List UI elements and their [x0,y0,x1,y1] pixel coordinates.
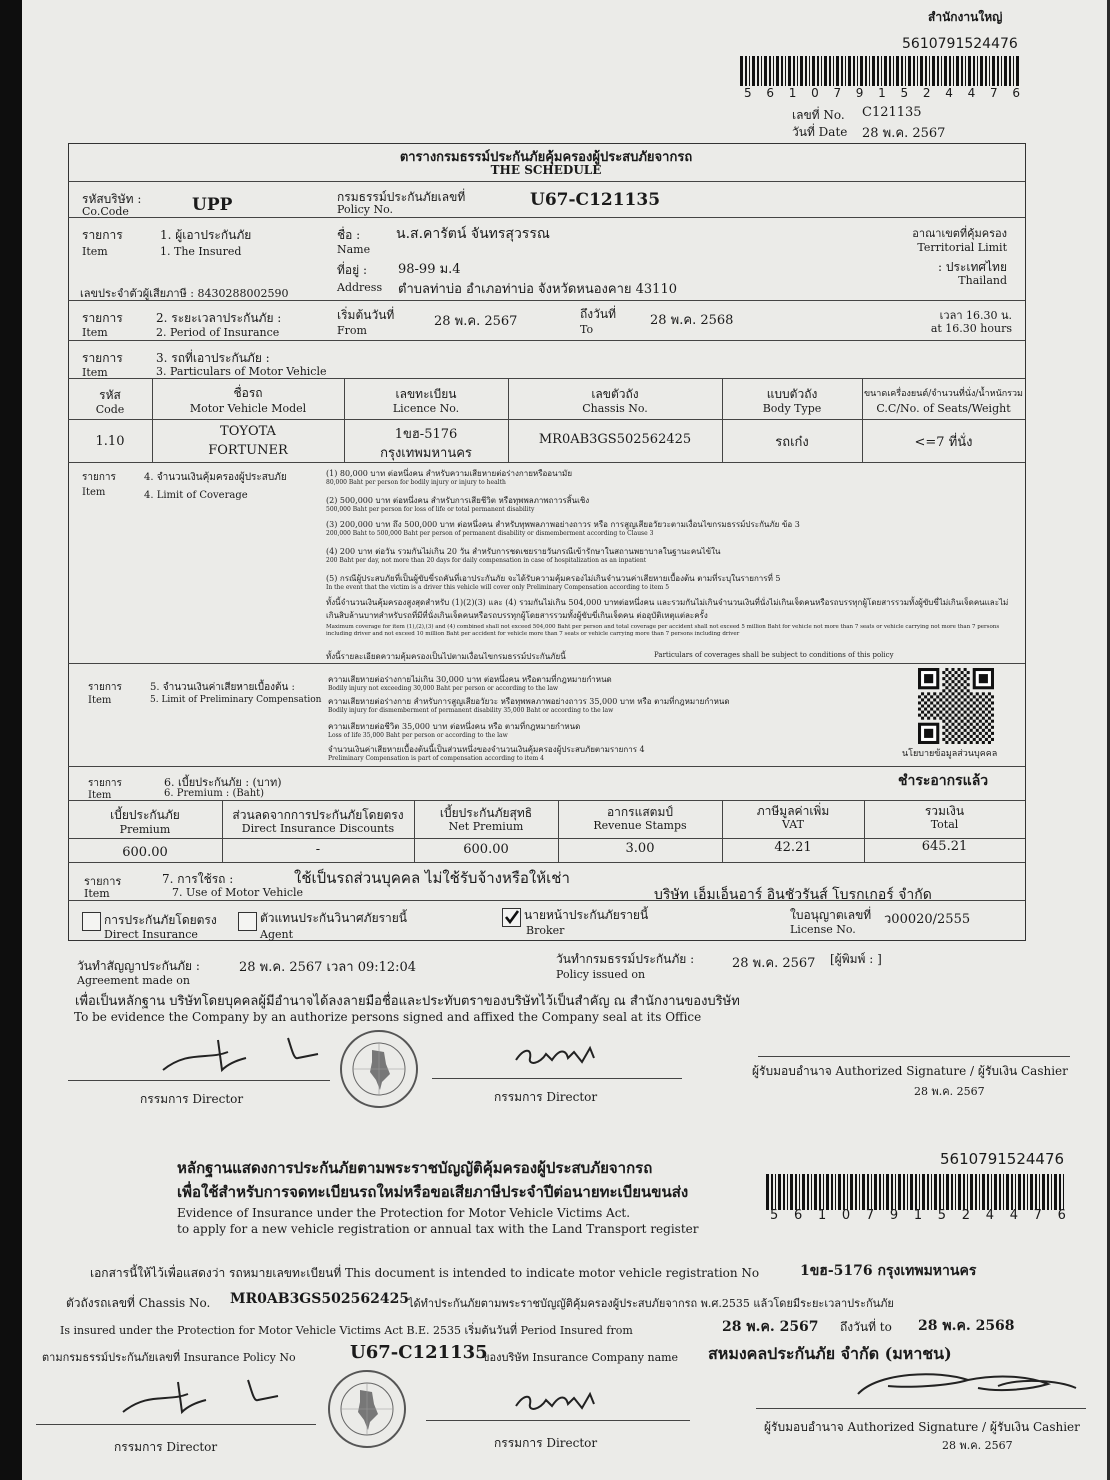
vehicle-header-chassis-th: เลขตัวถัง [591,387,639,401]
certificate-title-th-2: เพื่อใช้สำหรับการจดทะเบียนรถใหม่หรือขอเสียภาษีประจำปีต่อนายทะเบียนขนส่ง [177,1183,689,1201]
company-code-label-th: รหัสบริษัท : [82,192,142,206]
period-from-en: From [337,324,367,337]
tax-id: เลขประจำตัวผู้เสียภาษี : 8430288002590 [80,287,289,300]
agreement-made-th: วันทำสัญญาประกันภัย : [77,959,200,973]
vehicle-header-seats-th: ขนาดเครื่องยนต์/จำนวนที่นั่ง/น้ำหนักรวม [864,389,1023,399]
premium-header-stamps-en: Revenue Stamps [593,819,687,832]
direct-insurance-en: Direct Insurance [104,928,198,941]
vehicle-header-licence-th: เลขทะเบียน [395,387,457,401]
barcode-digit: 6 [793,1208,803,1223]
coverage-line-3-en: 200,000 Baht to 500,000 Baht per person of permanent disability or dismemberment according to Clause 3 [326,530,654,537]
preliminary-line-4-en: Preliminary Compensation is part of compensation according to item 4 [328,755,544,762]
barcode-digit: 5 [744,86,752,100]
certificate-line2-post: ได้ทำประกันภัยตามพระราชบัญญัติคุ้มครองผู้ประสบภัยจากรถ พ.ศ.2535 แล้วโดยมีระยะเวลาประกันภัย [408,1297,894,1310]
coverage-line-2: (2) 500,000 บาท ต่อหนึ่งคน สำหรับการเสียชีวิต หรือทุพพลภาพถาวรสิ้นเชิง [326,496,590,505]
discount-value: - [315,842,321,857]
premium-header-discount-en: Direct Insurance Discounts [241,822,395,835]
agent-th: ตัวแทนประกันวินาศภัยรายนี้ [260,911,408,925]
address-label-en: Address [337,281,383,294]
schedule-title-en: THE SCHEDULE [490,163,602,177]
premium-item-en: Item [88,790,112,801]
vehicle-model-line1: TOYOTA [220,424,276,439]
certificate-policy-no: U67-C121135 [350,1342,488,1363]
stamps-value: 3.00 [625,841,655,856]
preliminary-line-1-en: Bodily injury not exceeding 30,000 Baht per person or according to the law [328,685,559,692]
insured-label-en: 1. The Insured [160,245,242,258]
period-time-th: เวลา 16.30 น. [939,309,1012,322]
director-label-1: กรรมการ Director [140,1092,244,1106]
policy-issued-en: Policy issued on [556,968,646,981]
barcode-digit: 6 [1012,86,1020,100]
preliminary-item-th: รายการ [88,682,122,693]
certificate-company-seal [328,1370,406,1448]
policy-no-label-th: กรมธรรม์ประกันภัยเลขที่ [337,190,466,204]
certificate-registration: 1ขฮ-5176 กรุงเทพมหานคร [800,1263,977,1279]
company-seal [340,1030,418,1108]
barcode-digit: 4 [967,86,976,100]
certificate-line3-mid: ถึงวันที่ to [840,1320,892,1334]
premium-label-en: 6. Premium : (Baht) [164,788,265,799]
policy-issued-th: วันทำกรมธรรม์ประกันภัย : [556,952,695,966]
evidence-th: เพื่อเป็นหลักฐาน บริษัทโดยบุคคลผู้มีอำนาจได้ลงลายมือชื่อและประทับตราของบริษัทไว้เป็นสำคัญ ณ สำนักงานของบริษัท [75,994,740,1009]
territory-en: Territorial Limit [917,241,1007,254]
barcode-digit: 4 [945,86,953,100]
vehicle-header-chassis-en: Chassis No. [582,402,648,415]
certificate-director-signature-2 [512,1374,622,1419]
barcode-digit: 4 [985,1208,994,1223]
period-label-en: 2. Period of Insurance [156,326,280,339]
barcode-digit: 9 [855,86,864,100]
vehicle-licence-line1: 1ขฮ-5176 [394,427,458,442]
vehicle-item-en: Item [82,366,108,379]
schedule-title-th: ตารางกรมธรรม์ประกันภัยคุ้มครองผู้ประสบภัยจากรถ [399,150,693,165]
insured-item-th: รายการ [82,228,123,242]
use-item-th: รายการ [84,875,122,888]
vehicle-header-licence-en: Licence No. [392,402,460,415]
barcode [740,56,1020,86]
certificate-authorized-date: 28 พ.ค. 2567 [942,1439,1013,1452]
agent-checkbox[interactable] [238,912,257,931]
no-label: เลขที่ No. [792,108,845,122]
certificate-director-label-1: กรรมการ Director [114,1440,218,1454]
coverage-line-4: (4) 200 บาท ต่อวัน รวมกันไม่เกิน 20 วัน สำหรับการชดเชยรายวันกรณีเข้ารักษาในสถานพยาบาลในฐานะคนไข้ใน [326,547,721,556]
evidence-en: To be evidence the Company by an authorize persons signed and affixed the Company seal at its Office [74,1010,702,1024]
premium-value: 600.00 [122,845,168,860]
check-icon [503,909,520,926]
barcode-digit: 6 [1057,1208,1066,1223]
certificate-barcode-number: 5610791524476 [940,1150,1065,1168]
certificate-barcode [766,1174,1066,1210]
barcode-digit: 2 [961,1208,971,1223]
premium-header-stamps-th: อากรแสตมป์ [606,805,674,819]
premium-header-discount-th: ส่วนลดจากการประกันภัยโดยตรง [232,808,404,822]
no-value: C121135 [862,105,922,120]
barcode-digit: 0 [811,86,819,100]
coverage-line-6: ทั้งนี้จำนวนเงินคุ้มครองสูงสุดสำหรับ (1)(2)(3) และ (4) รวมกันไม่เกิน 504,000 บาทต่อหนึ่งคน และรวมกันไม่เกินจำนวนเงินที่นั่งไม่เกินเจ็ดคนหรือรถบรรทุกผู้โดยสารรวมทั้งผู้ขับขี่ไม่เกินเจ็ดคนและไม่เกินสิบล้านบาทสำหรับรถที่มีที่นั่งเกินเจ็ดคนหรือรถบรรทุกผู้โดยสารรวมทั้งผู้ขับขี่เกินเจ็ดคน ต่ออุบัติเหตุแต่ละครั้ง [326,598,1009,620]
use-item-en: Item [84,887,110,900]
vehicle-body-type: รถเก๋ง [775,435,809,450]
certificate-period-from: 28 พ.ค. 2567 [722,1319,819,1335]
period-from-value: 28 พ.ค. 2567 [434,314,518,329]
insured-item-en: Item [82,245,108,258]
premium-header-total-en: Total [930,818,959,831]
premium-header-total-th: รวมเงิน [924,804,965,818]
coverage-line-6-en: Maximum coverage for item (1),(2),(3) and (4) combined shall not exceed 504,000 Baht per person and total coverage per accident shall not exceed 5 million Baht for vehicle not more than 7 seats or vehicle carrying not more than 7 persons including driver and not exceed 10 million Baht per accident for vehicle more than 7 seats or vehicle carrying more than 7 persons including driver [326,624,1000,637]
barcode-digit: 0 [841,1208,851,1223]
total-value: 645.21 [921,839,968,854]
preliminary-label-en: 5. Limit of Preliminary Compensation [150,695,322,705]
cashier-signature [848,1366,1088,1406]
policy-no-label-en: Policy No. [337,203,394,216]
preliminary-line-4: จำนวนเงินค่าเสียหายเบื้องต้นนี้เป็นส่วนหนึ่งของจำนวนเงินคุ้มครองผู้ประสบภัยตามรายการ 4 [328,745,645,754]
barcode-digit: 5 [770,1208,779,1223]
preliminary-line-2: ความเสียหายต่อร่างกาย สำหรับการสูญเสียอวัยวะ หรือทุพพลภาพอย่างถาวร 35,000 บาท หรือ ตามที่กฎหมายกำหนด [328,697,730,706]
vehicle-header-code-en: Code [95,403,125,416]
coverage-item-th: รายการ [82,472,116,483]
barcode-digit: 7 [865,1208,875,1223]
coverage-label-en: 4. Limit of Coverage [144,490,248,501]
coverage-item-en: Item [82,487,106,498]
printer-label: [ผู้พิมพ์ : ] [830,952,882,966]
vehicle-header-model-en: Motor Vehicle Model [189,402,307,415]
period-item-en: Item [82,326,108,339]
coverage-line-5-en: In the event that the victim is a driver this vehicle will cover only Preliminary Compensation according to item 5 [326,584,670,591]
vat-value: 42.21 [774,840,812,855]
vehicle-seats: <=7 ที่นั่ง [914,435,973,450]
seal-map-icon [342,1032,416,1106]
period-time-en: at 16.30 hours [930,322,1012,335]
preliminary-line-2-en: Bodily injury for dismemberment of permanent disability 35,000 Baht or according to the law [328,707,614,714]
broker-name: บริษัท เอ็มเอ็นอาร์ อินชัวรันส์ โบรกเกอร์ จำกัด [654,887,932,903]
barcode-digit: 2 [922,86,931,100]
vehicle-header-body-th: แบบตัวถัง [766,387,818,401]
territory-value-en: Thailand [958,274,1007,287]
license-label-th: ใบอนุญาตเลขที่ [790,908,872,922]
qr-code[interactable] [918,668,994,744]
territory-value-th: : ประเทศไทย [938,260,1007,274]
date-value: 28 พ.ค. 2567 [862,126,946,141]
coverage-line-1-en: 80,000 Baht per person for bodily injury or injury to health [326,479,506,486]
agreement-made-en: Agreement made on [77,974,190,987]
certificate-line3-pre: Is insured under the Protection for Motor Vehicle Victims Act B.E. 2535 เริ่มต้นวันที่ Period Insured from [60,1324,633,1337]
period-to-th: ถึงวันที่ [580,307,616,321]
certificate-director-label-2: กรรมการ Director [494,1436,598,1450]
certificate-title-en-2: to apply for a new vehicle registration or annual tax with the Land Transport register [177,1222,699,1236]
company-code-label-en: Co.Code [82,205,129,218]
period-from-th: เริ่มต้นวันที่ [337,308,395,322]
coverage-line-5: (5) กรณีผู้ประสบภัยที่เป็นผู้ขับขี่รถคันที่เอาประกันภัย จะได้รับความคุ้มครองไม่เกินจำนวนค่าเสียหายเบื้องต้น ตามที่ระบุในรายการที่ 5 [326,574,781,583]
preliminary-line-1: ความเสียหายต่อร่างกายไม่เกิน 30,000 บาท ต่อหนึ่งคน หรือตามที่กฎหมายกำหนด [328,675,612,684]
certificate-line2-pre: ตัวถังรถเลขที่ Chassis No. [66,1296,211,1310]
authorized-label: ผู้รับมอบอำนาจ Authorized Signature / ผู้รับเงิน Cashier [752,1064,1068,1078]
barcode-digits [744,86,1020,100]
certificate-seal-map-icon [330,1372,404,1446]
premium-header-net-th: เบี้ยประกันภัยสุทธิ [439,806,533,820]
certificate-title-th-1: หลักฐานแสดงการประกันภัยตามพระราชบัญญัติคุ้มครองผู้ประสบภัยจากรถ [177,1159,653,1177]
barcode-digit: 1 [817,1208,827,1223]
vehicle-header-model-th: ชื่อรถ [233,386,263,400]
premium-header-vat-th: ภาษีมูลค่าเพิ่ม [756,804,830,818]
direct-insurance-checkbox[interactable] [82,912,101,931]
certificate-line4-mid: ของบริษัท Insurance Company name [482,1351,679,1364]
vehicle-header-seats-en: C.C/No. of Seats/Weight [876,402,1011,415]
barcode-digit: 1 [788,86,797,100]
insured-name: น.ส.คารัตน์ จันทรสุวรรณ [396,226,550,242]
authorized-date: 28 พ.ค. 2567 [914,1085,985,1098]
barcode-number: 5610791524476 [902,36,1018,52]
certificate-line1-pre: เอกสารนี้ให้ไว้เพื่อแสดงว่า รถหมายเลขทะเบียนที่ This document is intended to indicate motor vehicle registration No [90,1266,760,1280]
period-to-en: To [580,323,594,336]
use-value: ใช้เป็นรถส่วนบุคคล ไม่ใช้รับจ้างหรือให้เช่า [294,869,570,887]
preliminary-line-3: ความเสียหายต่อชีวิต 35,000 บาท ต่อหนึ่งคน หรือ ตามที่กฎหมายกำหนด [328,722,581,731]
address-line1: 98-99 ม.4 [398,262,461,277]
premium-header-premium-en: Premium [119,823,171,836]
premium-label-th: 6. เบี้ยประกันภัย : (บาท) [164,776,282,789]
director-signature-1 [158,1030,328,1080]
certificate-period-to: 28 พ.ค. 2568 [918,1318,1015,1334]
policy-document [22,0,1107,1480]
vehicle-header-code-th: รหัส [99,388,121,402]
barcode-digit: 1 [913,1208,923,1223]
barcode-digit: 1 [878,86,886,100]
premium-header-net-en: Net Premium [448,820,524,833]
territory-th: อาณาเขตที่คุ้มครอง [912,227,1007,240]
barcode-digit: 9 [889,1208,899,1223]
direct-insurance-th: การประกันภัยโดยตรง [104,913,217,927]
premium-item-th: รายการ [88,778,122,789]
certificate-barcode-digits [770,1208,1066,1223]
address-line2: ตำบลท่าบ่อ อำเภอท่าบ่อ จังหวัดหนองคาย 43110 [398,282,677,297]
preliminary-line-3-en: Loss of life 35,000 Baht per person or according to the law [328,732,508,739]
barcode-digit: 7 [989,86,998,100]
vehicle-label-en: 3. Particulars of Motor Vehicle [156,365,327,378]
policy-issued-value: 28 พ.ค. 2567 [732,956,816,971]
vehicle-label-th: 3. รถที่เอาประกันภัย : [156,351,270,365]
coverage-line-1: (1) 80,000 บาท ต่อหนึ่งคน สำหรับความเสียหายต่อร่างกายหรืออนามัย [326,469,573,478]
broker-th: นายหน้าประกันภัยรายนี้ [524,908,649,922]
barcode-digit: 4 [1009,1208,1018,1223]
vehicle-model-line2: FORTUNER [208,443,288,458]
director-label-2: กรรมการ Director [494,1090,598,1104]
certificate-authorized-label: ผู้รับมอบอำนาจ Authorized Signature / ผู้รับเงิน Cashier [764,1420,1080,1434]
period-to-value: 28 พ.ค. 2568 [650,313,734,328]
broker-en: Broker [526,924,565,937]
use-label-th: 7. การใช้รถ : [162,872,234,886]
coverage-line-4-en: 200 Baht per day, not more than 20 days for daily compensation in case of hospitalization as an inpatient [326,557,647,564]
vehicle-header-body-en: Body Type [762,402,822,415]
coverage-label-th: 4. จำนวนเงินคุ้มครองผู้ประสบภัย [144,472,287,483]
vehicle-code: 1.10 [95,434,125,449]
broker-checkbox[interactable] [502,908,521,927]
barcode-digit: 6 [766,86,774,100]
certificate-director-signature-1 [118,1370,288,1420]
vehicle-chassis: MR0AB3GS502562425 [538,432,692,447]
vehicle-item-th: รายการ [82,351,123,365]
barcode-digit: 7 [1033,1208,1042,1223]
insured-label-th: 1. ผู้เอาประกันภัย [160,228,252,242]
period-item-th: รายการ [82,311,123,325]
barcode-digit: 5 [900,86,909,100]
director-signature-2 [512,1030,622,1075]
agreement-made-value: 28 พ.ค. 2567 เวลา 09:12:04 [239,960,417,975]
preliminary-label-th: 5. จำนวนเงินค่าเสียหายเบื้องต้น : [150,682,295,693]
coverage-line-7-en: Particulars of coverages shall be subject to conditions of this policy [654,651,894,659]
license-label-en: License No. [790,923,856,936]
qr-caption: นโยบายข้อมูลส่วนบุคคล [902,749,998,759]
preliminary-item-en: Item [88,695,112,706]
coverage-line-2-en: 500,000 Baht per person for loss of life or total permanent disability [326,506,535,513]
period-label-th: 2. ระยะเวลาประกันภัย : [156,311,282,325]
company-code: UPP [192,195,233,215]
coverage-line-7: ทั้งนี้รายละเอียดความคุ้มครองเป็นไปตามเงื่อนไขกรมธรรม์ประกันภัยนี้ [326,652,566,661]
office-label: สำนักงานใหญ่ [928,10,1003,24]
certificate-company-name: สหมงคลประกันภัย จำกัด (มหาชน) [708,1344,952,1363]
name-label-en: Name [337,243,371,256]
certificate-line4-pre: ตามกรมธรรม์ประกันภัยเลขที่ Insurance Policy No [42,1351,296,1364]
vehicle-licence-line2: กรุงเทพมหานคร [380,446,472,461]
stamp-paid: ชำระอากรแล้ว [898,773,989,789]
coverage-line-3: (3) 200,000 บาท ถึง 500,000 บาท ต่อหนึ่งคน สำหรับทุพพลภาพอย่างถาวร หรือ การสูญเสียอวัยวะตามเงื่อนไขกรมธรรม์ประกันภัย ข้อ 3 [326,520,800,529]
net-premium-value: 600.00 [463,842,509,857]
date-label: วันที่ Date [792,125,848,139]
barcode-digit: 7 [833,86,842,100]
certificate-chassis: MR0AB3GS502562425 [230,1291,410,1307]
address-label-th: ที่อยู่ : [337,263,368,277]
name-label-th: ชื่อ : [337,228,361,242]
certificate-title-en-1: Evidence of Insurance under the Protection for Motor Vehicle Victims Act. [177,1206,631,1220]
premium-header-premium-th: เบี้ยประกันภัย [110,808,180,822]
premium-header-vat-en: VAT [782,818,804,831]
policy-no: U67-C121135 [530,190,661,210]
use-label-en: 7. Use of Motor Vehicle [172,886,304,899]
agent-en: Agent [260,928,293,941]
license-no: ว00020/2555 [884,912,971,927]
barcode-digit: 5 [937,1208,947,1223]
